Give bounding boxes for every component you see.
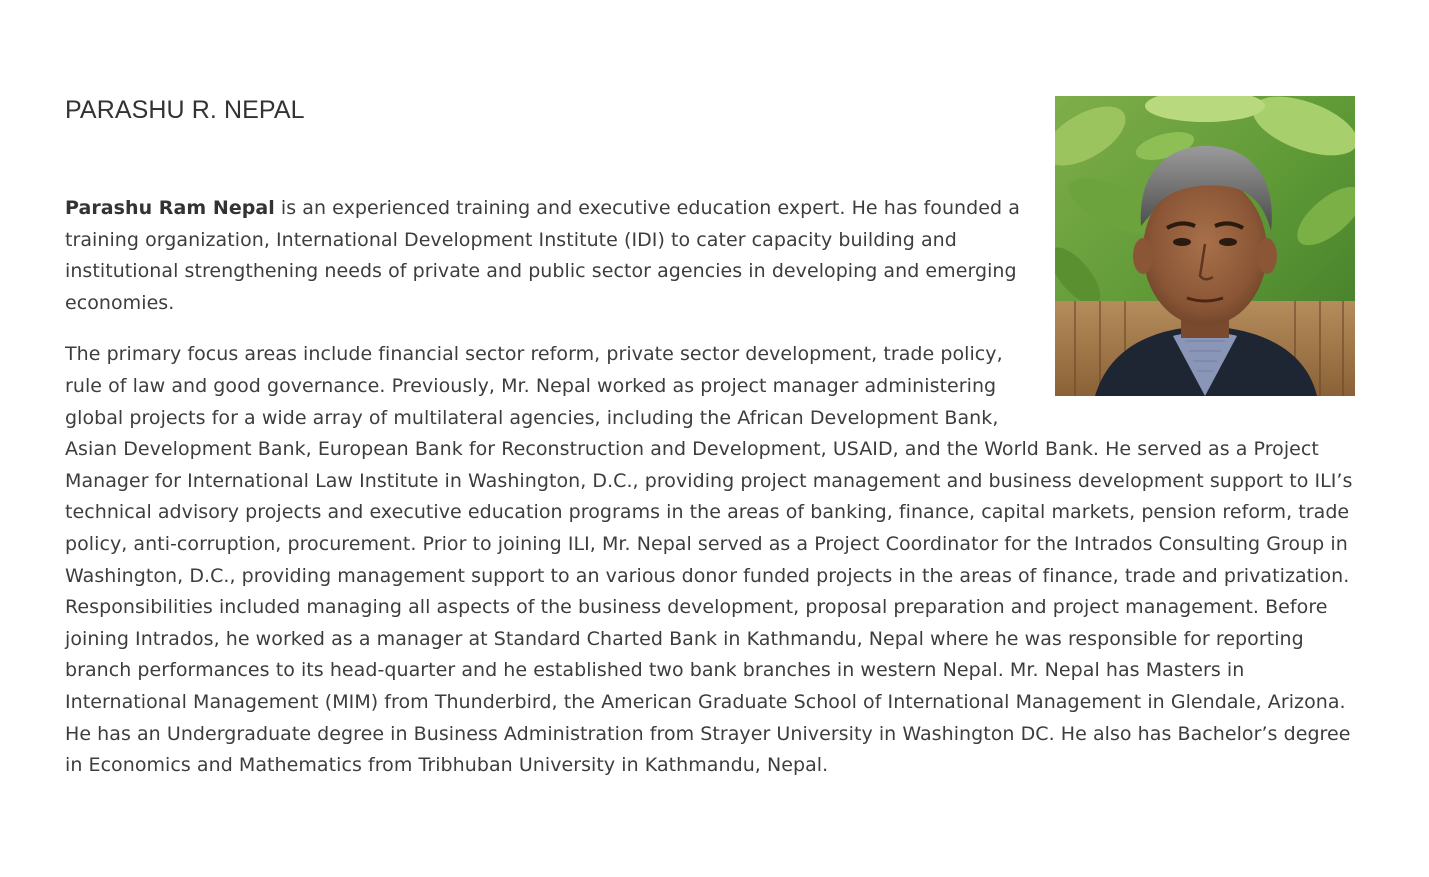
bio-name: Parashu Ram Nepal	[65, 197, 275, 219]
bio-section	[65, 96, 1355, 782]
page-title: PARASHU R. NEPAL	[65, 96, 305, 124]
bio-details-paragraph: The primary focus areas include financial sector reform, private sector development, trade policy, rule of law and good governance. Previously, Mr. Nepal worked as project manager administering global projects for a wide array of multilateral agencies, including the African Development Bank, Asian Development Bank, European Bank for Reconstruction and Development, USAID, and the World Bank. He served as a Project Manager for International Law Institute in Washington, D.C., providing project management and business development support to ILI’s technical advisory projects and executive education programs in the areas of banking, finance, capital markets, pension reform, trade policy, anti-corruption, procurement. Prior to joining ILI, Mr. Nepal served as a Project Coordinator for the Intrados Consulting Group in Washington, D.C., providing management support to an various donor funded projects in the areas of finance, trade and privatization. Responsibilities included managing all aspects of the business development, proposal preparation and project management. Before joining Intrados, he worked as a manager at Standard Charted Bank in Kathmandu, Nepal where he was responsible for reporting branch performances to its head-quarter and he established two bank branches in western Nepal. Mr. Nepal has Masters in International Management (MIM) from Thunderbird, the American Graduate School of International Management in Glendale, Arizona. He has an Undergraduate degree in Business Administration from Strayer University in Washington DC. He also has Bachelor’s degree in Economics and Mathematics from Tribhuban University in Kathmandu, Nepal.	[65, 343, 1353, 777]
profile-photo	[1055, 96, 1355, 396]
bio-intro-text: is an experienced training and executive education expert. He has founded a training organization, International Development Institute (IDI) to cater capacity building and institutional strengthening needs of private and public sector agencies in developing and emerging economies.	[65, 197, 1020, 314]
